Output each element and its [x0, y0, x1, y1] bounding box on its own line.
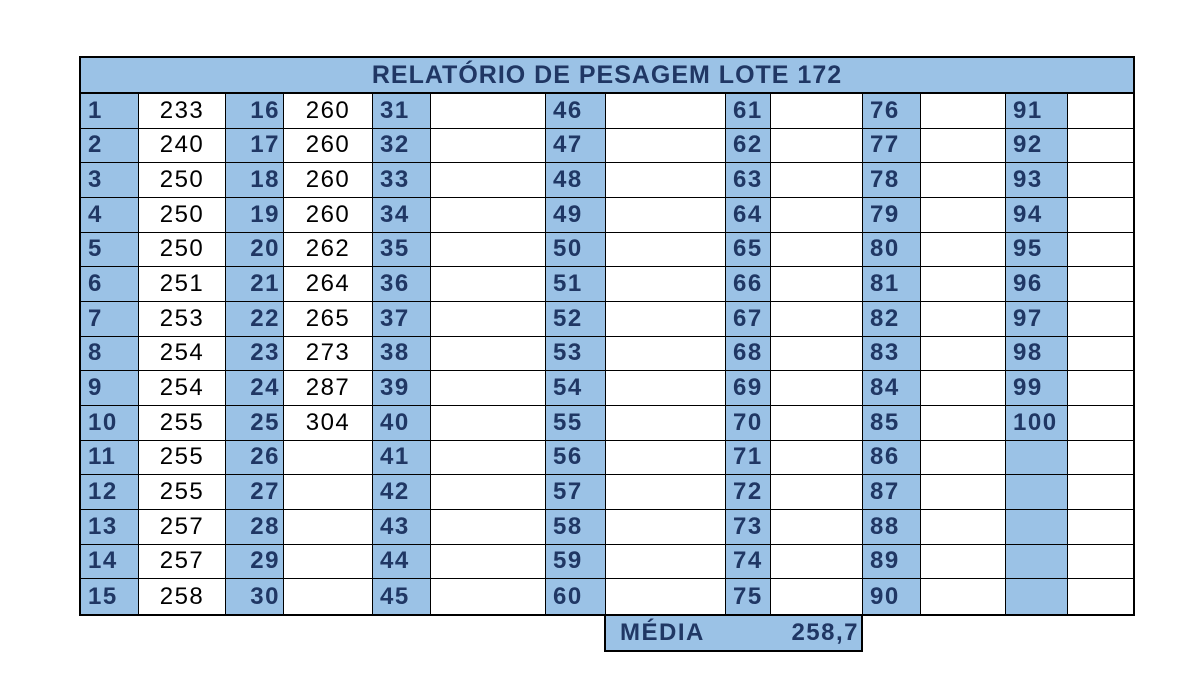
item-weight: [1068, 510, 1133, 545]
item-weight: [606, 94, 726, 129]
item-number: 76: [863, 94, 921, 129]
item-weight: [606, 267, 726, 302]
item-number: 50: [546, 233, 606, 268]
item-number: 61: [726, 94, 771, 129]
item-number: 1: [81, 94, 139, 129]
item-number: 58: [546, 510, 606, 545]
item-number: 88: [863, 510, 921, 545]
item-number: 24: [226, 371, 284, 406]
item-weight: [431, 94, 546, 129]
item-weight: 287: [284, 371, 373, 406]
item-weight: [921, 302, 1006, 337]
item-number: 38: [373, 337, 431, 372]
item-weight: [921, 129, 1006, 164]
item-weight: [284, 510, 373, 545]
item-number: 43: [373, 510, 431, 545]
item-number: 67: [726, 302, 771, 337]
item-number: 45: [373, 579, 431, 614]
item-weight: 260: [284, 198, 373, 233]
item-number: 28: [226, 510, 284, 545]
item-weight: [606, 510, 726, 545]
item-number: 16: [226, 94, 284, 129]
item-weight: [771, 406, 863, 441]
item-number: 42: [373, 475, 431, 510]
item-weight: 255: [139, 441, 226, 476]
item-number: 3: [81, 163, 139, 198]
item-number: 49: [546, 198, 606, 233]
item-number: 10: [81, 406, 139, 441]
item-weight: [606, 233, 726, 268]
item-number: 7: [81, 302, 139, 337]
item-number: 22: [226, 302, 284, 337]
item-number: [1006, 579, 1068, 614]
item-number: 56: [546, 441, 606, 476]
item-weight: [284, 441, 373, 476]
item-weight: [1068, 198, 1133, 233]
item-weight: [771, 233, 863, 268]
report-title: RELATÓRIO DE PESAGEM LOTE 172: [81, 58, 1133, 94]
item-number: [1006, 510, 1068, 545]
item-weight: [771, 337, 863, 372]
item-number: [1006, 441, 1068, 476]
item-weight: [606, 545, 726, 580]
item-number: 92: [1006, 129, 1068, 164]
item-number: 48: [546, 163, 606, 198]
item-weight: [921, 371, 1006, 406]
item-number: 13: [81, 510, 139, 545]
item-number: 5: [81, 233, 139, 268]
item-weight: [921, 94, 1006, 129]
item-number: 27: [226, 475, 284, 510]
item-number: 4: [81, 198, 139, 233]
item-number: 62: [726, 129, 771, 164]
item-number: 80: [863, 233, 921, 268]
item-number: 68: [726, 337, 771, 372]
item-weight: 258: [139, 579, 226, 614]
item-weight: [771, 579, 863, 614]
item-weight: 251: [139, 267, 226, 302]
item-weight: [431, 233, 546, 268]
item-weight: [1068, 475, 1133, 510]
item-weight: [1068, 163, 1133, 198]
item-weight: [1068, 267, 1133, 302]
item-number: 2: [81, 129, 139, 164]
item-weight: [921, 406, 1006, 441]
item-weight: [431, 129, 546, 164]
item-number: 51: [546, 267, 606, 302]
item-weight: [284, 579, 373, 614]
item-weight: [1068, 302, 1133, 337]
item-number: 85: [863, 406, 921, 441]
item-weight: [431, 406, 546, 441]
item-weight: 262: [284, 233, 373, 268]
item-weight: [606, 337, 726, 372]
item-weight: [431, 267, 546, 302]
average-summary: [604, 614, 863, 652]
item-number: 30: [226, 579, 284, 614]
item-weight: [431, 302, 546, 337]
item-number: 11: [81, 441, 139, 476]
item-number: 39: [373, 371, 431, 406]
item-weight: 265: [284, 302, 373, 337]
item-number: 37: [373, 302, 431, 337]
weighing-report-table: [79, 56, 1135, 616]
item-number: 98: [1006, 337, 1068, 372]
item-number: 15: [81, 579, 139, 614]
item-weight: [1068, 579, 1133, 614]
item-number: 54: [546, 371, 606, 406]
item-weight: [431, 337, 546, 372]
item-weight: [771, 198, 863, 233]
item-number: 86: [863, 441, 921, 476]
item-weight: [1068, 406, 1133, 441]
item-number: 18: [226, 163, 284, 198]
item-weight: 273: [284, 337, 373, 372]
item-number: 70: [726, 406, 771, 441]
item-weight: [921, 475, 1006, 510]
item-number: 55: [546, 406, 606, 441]
item-number: 65: [726, 233, 771, 268]
item-weight: [771, 302, 863, 337]
item-weight: [606, 198, 726, 233]
item-number: 89: [863, 545, 921, 580]
item-number: 17: [226, 129, 284, 164]
item-number: 84: [863, 371, 921, 406]
item-number: 21: [226, 267, 284, 302]
item-number: 47: [546, 129, 606, 164]
item-weight: [921, 441, 1006, 476]
item-number: 35: [373, 233, 431, 268]
item-weight: [771, 163, 863, 198]
item-number: 46: [546, 94, 606, 129]
item-number: 69: [726, 371, 771, 406]
item-weight: [431, 371, 546, 406]
item-weight: 250: [139, 233, 226, 268]
item-number: 31: [373, 94, 431, 129]
item-weight: 260: [284, 129, 373, 164]
item-weight: 255: [139, 406, 226, 441]
item-weight: [431, 441, 546, 476]
item-weight: [606, 302, 726, 337]
item-number: 41: [373, 441, 431, 476]
item-number: [1006, 545, 1068, 580]
item-weight: [606, 579, 726, 614]
item-number: [1006, 475, 1068, 510]
item-weight: [606, 371, 726, 406]
item-weight: [921, 233, 1006, 268]
item-number: 100: [1006, 406, 1068, 441]
item-number: 40: [373, 406, 431, 441]
item-number: 9: [81, 371, 139, 406]
item-weight: 233: [139, 94, 226, 129]
item-weight: [921, 198, 1006, 233]
item-number: 29: [226, 545, 284, 580]
item-number: 82: [863, 302, 921, 337]
item-weight: [771, 267, 863, 302]
item-number: 53: [546, 337, 606, 372]
item-number: 74: [726, 545, 771, 580]
item-number: 79: [863, 198, 921, 233]
item-weight: [1068, 545, 1133, 580]
item-weight: 257: [139, 545, 226, 580]
item-number: 87: [863, 475, 921, 510]
item-number: 97: [1006, 302, 1068, 337]
item-weight: [431, 545, 546, 580]
item-number: 71: [726, 441, 771, 476]
item-number: 8: [81, 337, 139, 372]
item-number: 60: [546, 579, 606, 614]
item-weight: [1068, 129, 1133, 164]
item-number: 96: [1006, 267, 1068, 302]
item-weight: [771, 441, 863, 476]
item-weight: 260: [284, 163, 373, 198]
item-weight: 250: [139, 163, 226, 198]
item-weight: [771, 94, 863, 129]
item-weight: [431, 163, 546, 198]
item-number: 90: [863, 579, 921, 614]
item-number: 93: [1006, 163, 1068, 198]
item-weight: [431, 510, 546, 545]
item-number: 72: [726, 475, 771, 510]
item-number: 23: [226, 337, 284, 372]
item-weight: [921, 545, 1006, 580]
item-weight: [1068, 233, 1133, 268]
item-weight: 260: [284, 94, 373, 129]
item-weight: [431, 475, 546, 510]
average-value: 258,7: [791, 619, 859, 646]
item-number: 66: [726, 267, 771, 302]
item-weight: 253: [139, 302, 226, 337]
item-number: 95: [1006, 233, 1068, 268]
item-number: 14: [81, 545, 139, 580]
item-number: 25: [226, 406, 284, 441]
item-number: 12: [81, 475, 139, 510]
item-number: 91: [1006, 94, 1068, 129]
item-weight: [431, 198, 546, 233]
item-number: 34: [373, 198, 431, 233]
item-weight: [771, 129, 863, 164]
item-number: 57: [546, 475, 606, 510]
item-weight: [431, 579, 546, 614]
item-number: 33: [373, 163, 431, 198]
item-weight: [771, 371, 863, 406]
item-number: 63: [726, 163, 771, 198]
item-number: 59: [546, 545, 606, 580]
item-weight: [1068, 441, 1133, 476]
item-weight: [771, 475, 863, 510]
item-weight: [921, 267, 1006, 302]
item-number: 20: [226, 233, 284, 268]
item-number: 52: [546, 302, 606, 337]
item-weight: [921, 510, 1006, 545]
item-number: 94: [1006, 198, 1068, 233]
item-weight: [606, 475, 726, 510]
item-number: 83: [863, 337, 921, 372]
item-weight: 254: [139, 371, 226, 406]
item-weight: [606, 441, 726, 476]
item-weight: 254: [139, 337, 226, 372]
item-number: 64: [726, 198, 771, 233]
item-number: 32: [373, 129, 431, 164]
item-weight: [1068, 94, 1133, 129]
item-weight: [284, 475, 373, 510]
average-label: MÉDIA: [620, 619, 705, 646]
item-number: 73: [726, 510, 771, 545]
item-weight: [1068, 337, 1133, 372]
item-number: 81: [863, 267, 921, 302]
item-weight: 304: [284, 406, 373, 441]
item-number: 26: [226, 441, 284, 476]
item-weight: [606, 129, 726, 164]
item-weight: [921, 337, 1006, 372]
item-weight: 240: [139, 129, 226, 164]
item-weight: [771, 545, 863, 580]
item-number: 99: [1006, 371, 1068, 406]
item-number: 75: [726, 579, 771, 614]
item-weight: 257: [139, 510, 226, 545]
item-number: 78: [863, 163, 921, 198]
item-weight: [771, 510, 863, 545]
item-weight: [606, 406, 726, 441]
item-weight: [284, 545, 373, 580]
item-weight: [606, 163, 726, 198]
item-weight: [1068, 371, 1133, 406]
item-weight: 250: [139, 198, 226, 233]
item-number: 44: [373, 545, 431, 580]
item-weight: [921, 579, 1006, 614]
item-number: 6: [81, 267, 139, 302]
item-number: 19: [226, 198, 284, 233]
item-weight: 255: [139, 475, 226, 510]
item-weight: 264: [284, 267, 373, 302]
item-number: 36: [373, 267, 431, 302]
item-number: 77: [863, 129, 921, 164]
item-weight: [921, 163, 1006, 198]
